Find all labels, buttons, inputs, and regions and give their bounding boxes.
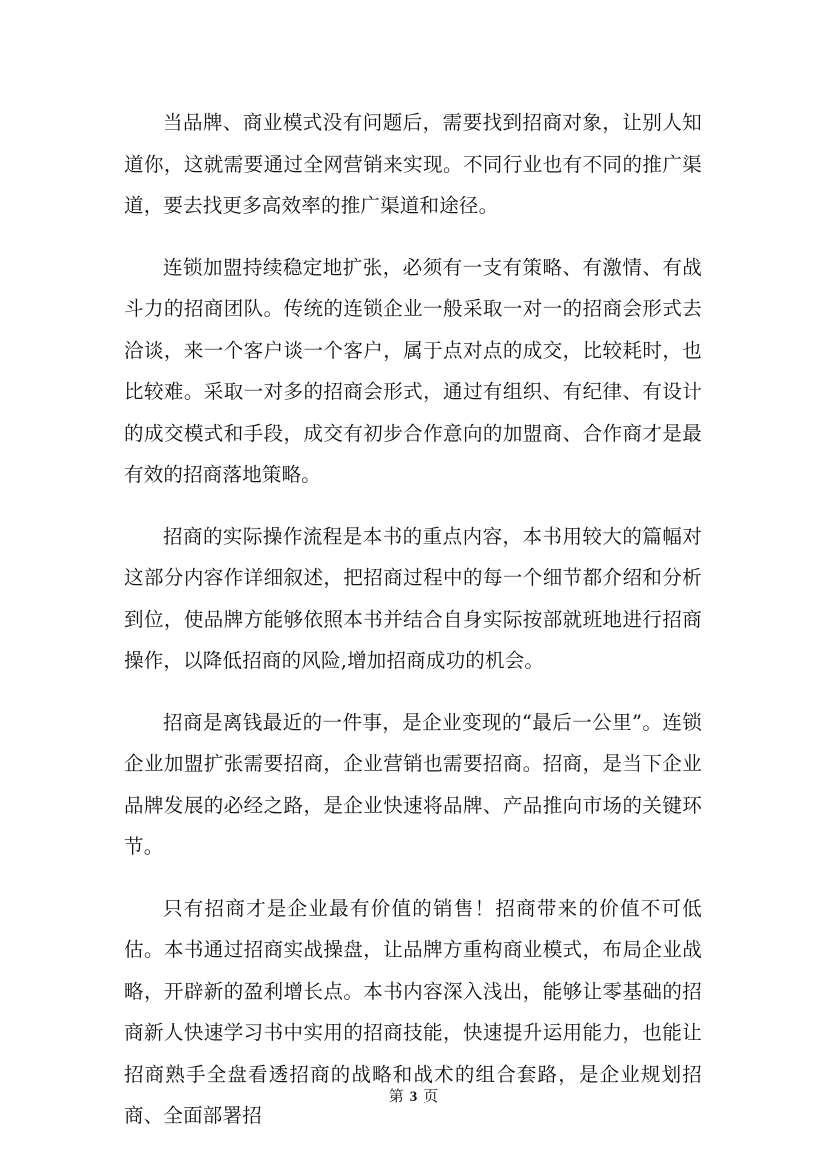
page-label-prefix: 第	[388, 1087, 404, 1105]
page-footer	[0, 1086, 827, 1107]
paragraph-1: 当品牌、商业模式没有问题后，需要找到招商对象，让别人知道你，这就需要通过全网营销来实现。不同行业也有不同的推广渠道，要去找更多高效率的推广渠道和途径。	[124, 111, 702, 217]
paragraph-5: 只有招商才是企业最有价值的销售！招商带来的价值不可低估。本书通过招商实战操盘，让品牌方重构商业模式，布局企业战略，开辟新的盈利增长点。本书内容深入浅出，能够让零基础的招商新人快速学习书中实用的招商技能，快速提升运用能力，也能让招商熟手全盘看透招商的战略和战术的组合套路，是企业规划招商、全面部署招	[124, 896, 702, 1127]
body-text	[124, 102, 702, 1157]
paragraph-2: 连锁加盟持续稳定地扩张，必须有一支有策略、有激情、有战斗力的招商团队。传统的连锁企业一般采取一对一的招商会形式去洽谈，来一个客户谈一个客户，属于点对点的成交，比较耗时，也比较难。采取一对多的招商会形式，通过有组织、有纪律、有设计的成交模式和手段，成交有初步合作意向的加盟商、合作商才是最有效的招商落地策略。	[124, 255, 702, 486]
page-label-suffix: 页	[423, 1087, 439, 1105]
paragraph-4: 招商是离钱最近的一件事，是企业变现的“最后一公里”。连锁企业加盟扩张需要招商，企业营销也需要招商。招商，是当下企业品牌发展的必经之路，是企业快速将品牌、产品推向市场的关键环节。	[124, 710, 702, 858]
page-number: 3	[409, 1089, 418, 1105]
paragraph-3: 招商的实际操作流程是本书的重点内容，本书用较大的篇幅对这部分内容作详细叙述，把招商过程中的每一个细节都介绍和分析到位，使品牌方能够依照本书并结合自身实际按部就班地进行招商操作，以降低招商的风险,增加招商成功的机会。	[124, 524, 702, 672]
